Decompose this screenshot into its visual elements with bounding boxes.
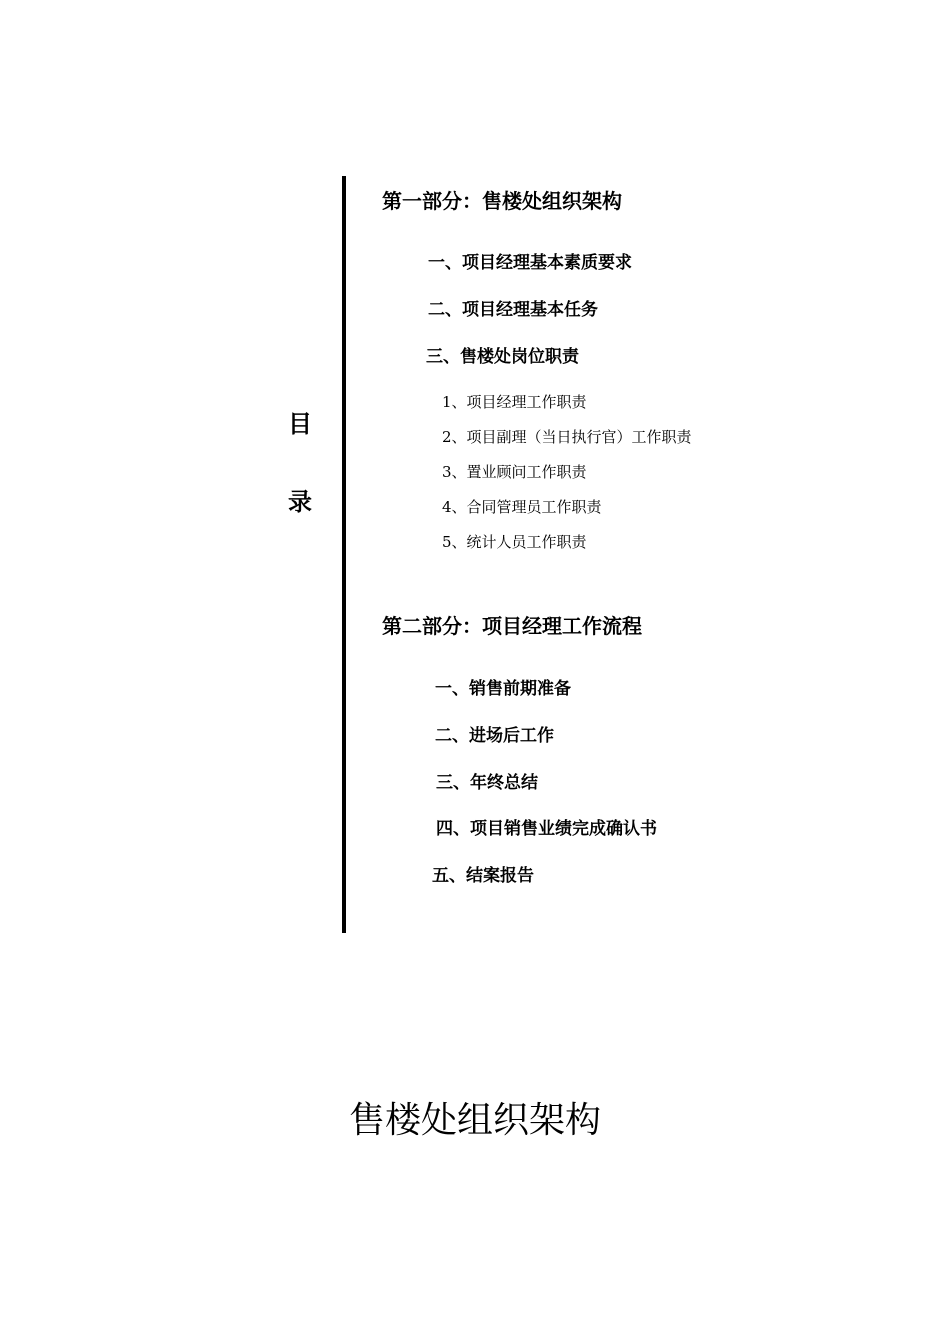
document-title: 售楼处组织架构 [348,1100,601,1141]
toc-divider [342,176,346,933]
part-1-section-3-item-3: 3、置业顾问工作职责 [442,463,587,481]
part-1-section-3-item-5: 5、统计人员工作职责 [442,533,587,551]
part-2-section-4: 四、项目销售业绩完成确认书 [436,819,657,839]
part-1-section-3-item-2: 2、项目副理（当日执行官）工作职责 [442,428,692,446]
part-1-section-3-item-1: 1、项目经理工作职责 [442,393,587,411]
part-1-section-3: 三、售楼处岗位职责 [426,347,579,367]
part-2-section-3: 三、年终总结 [436,773,538,793]
part-2-section-5: 五、结案报告 [432,866,534,886]
toc-heading-char-1: 目 [288,410,312,438]
part-2-title: 第二部分：项目经理工作流程 [382,614,642,638]
part-1-section-1: 一、项目经理基本素质要求 [428,253,632,273]
part-1-section-3-item-4: 4、合同管理员工作职责 [442,498,602,516]
part-2-section-1: 一、销售前期准备 [435,679,571,699]
toc-heading-char-2: 录 [288,488,312,516]
part-1-title: 第一部分：售楼处组织架构 [382,189,622,213]
part-2-section-2: 二、进场后工作 [435,726,554,746]
part-1-section-2: 二、项目经理基本任务 [428,300,598,320]
